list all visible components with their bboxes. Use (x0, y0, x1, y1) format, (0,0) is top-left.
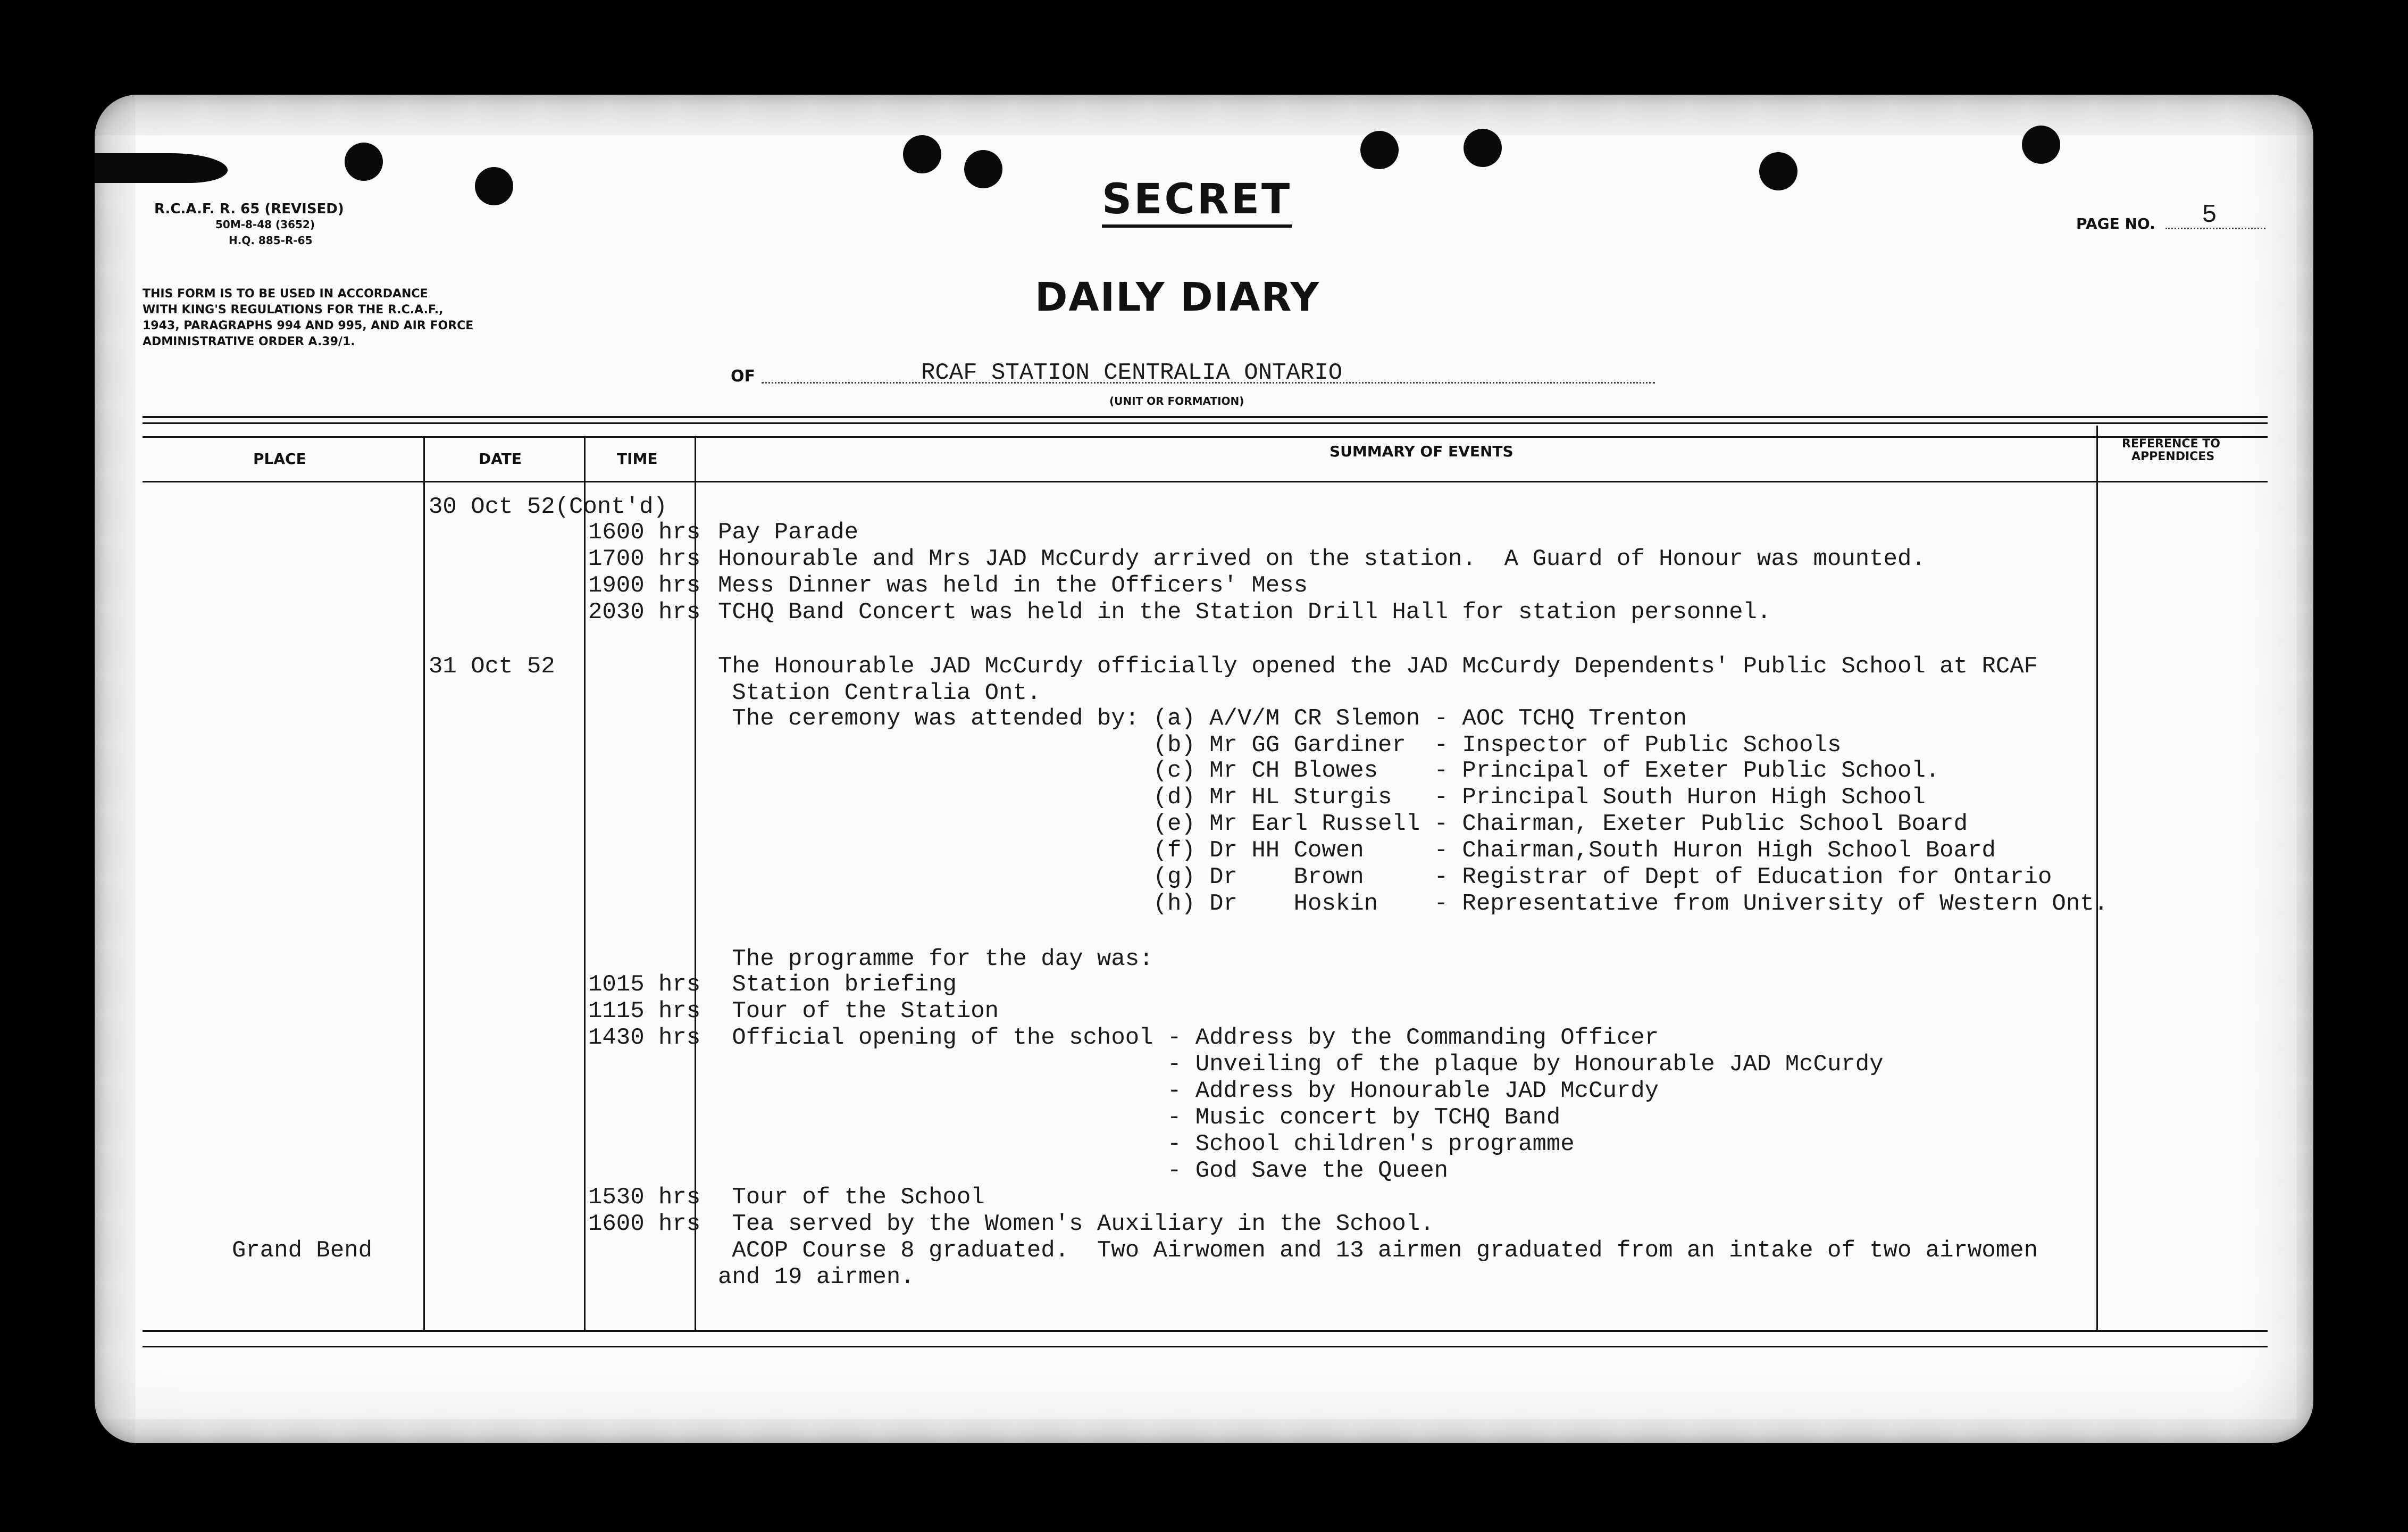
hq-reference: H.Q. 885-R-65 (229, 234, 313, 247)
entry-summary: ACOP Course 8 graduated. Two Airwomen and 13 airmen graduated from an intake of two airwomen (718, 1237, 2038, 1264)
entry-summary: Pay Parade (718, 519, 859, 546)
entry-time: 1115 hrs (588, 998, 701, 1025)
header-rule (143, 436, 2268, 438)
punch-hole (1759, 152, 1797, 190)
column-divider (584, 436, 586, 1332)
entry-summary: (d) Mr HL Sturgis - Principal South Huron High School (718, 784, 1926, 811)
entry-time: 2030 hrs (588, 599, 701, 626)
column-divider (2096, 426, 2098, 1332)
punch-hole (903, 135, 941, 173)
unit-name: RCAF STATION CENTRALIA ONTARIO (921, 360, 1343, 386)
form-instructions-line: ADMINISTRATIVE ORDER A.39/1. (143, 335, 355, 348)
entry-summary: Official opening of the school - Address by the Commanding Officer (718, 1025, 1659, 1051)
column-header-reference: APPENDICES (2131, 450, 2215, 463)
entry-summary: (e) Mr Earl Russell - Chairman, Exeter Public School Board (718, 811, 1968, 837)
punch-hole (964, 150, 1002, 188)
form-instructions-line: THIS FORM IS TO BE USED IN ACCORDANCE (143, 287, 428, 301)
entry-summary: Station Centralia Ont. (718, 680, 1041, 706)
page-number-label: PAGE NO. (2076, 215, 2155, 232)
form-instructions-line: 1943, PARAGRAPHS 994 AND 995, AND AIR FORCE (143, 319, 474, 332)
entry-summary: The Honourable JAD McCurdy officially opened the JAD McCurdy Dependents' Public School at RCAF (718, 653, 2038, 680)
unit-caption: (UNIT OR FORMATION) (1109, 395, 1244, 407)
entry-time: 1430 hrs (588, 1025, 701, 1051)
entry-summary: - Music concert by TCHQ Band (718, 1104, 1561, 1131)
entry-summary: and 19 airmen. (718, 1264, 915, 1290)
column-header-date: DATE (479, 450, 522, 468)
entry-summary: Tour of the Station (718, 998, 999, 1025)
entry-summary: Tour of the School (718, 1184, 985, 1211)
entry-summary: (h) Dr Hoskin - Representative from University of Western Ont. (718, 890, 2109, 917)
entry-time: 1900 hrs (588, 572, 701, 599)
punch-hole (1360, 131, 1399, 169)
entry-summary: The programme for the day was: (718, 946, 1153, 972)
entry-time: 1600 hrs (588, 519, 701, 546)
form-code: 50M-8-48 (3652) (215, 218, 315, 231)
entry-summary: (b) Mr GG Gardiner - Inspector of Public Schools (718, 732, 1842, 759)
column-header-summary: SUMMARY OF EVENTS (1330, 443, 1514, 460)
entry-time: 1600 hrs (588, 1211, 701, 1237)
of-label: OF (731, 367, 755, 386)
column-header-time: TIME (617, 450, 658, 468)
entry-summary: Honourable and Mrs JAD McCurdy arrived on the station. A Guard of Honour was mounted. (718, 546, 1926, 572)
entry-date: 30 Oct 52(Cont'd) (429, 494, 667, 520)
entry-summary: - Unveiling of the plaque by Honourable JAD McCurdy (718, 1051, 1884, 1078)
punch-hole (345, 143, 383, 181)
footer-rule (143, 1346, 2268, 1347)
entry-summary: (c) Mr CH Blowes - Principal of Exeter Public School. (718, 757, 1940, 784)
entry-summary: (f) Dr HH Cowen - Chairman,South Huron High School Board (718, 837, 1996, 864)
table-top-rule-2 (143, 422, 2268, 424)
classification-stamp: SECRET (1102, 176, 1292, 228)
header-bottom-rule (143, 481, 2268, 482)
page-title: DAILY DIARY (1035, 274, 1320, 320)
punch-hole (2022, 126, 2060, 164)
entry-summary: Tea served by the Women's Auxiliary in the School. (718, 1211, 1434, 1237)
tab-smudge (95, 153, 228, 183)
form-instructions-line: WITH KING'S REGULATIONS FOR THE R.C.A.F., (143, 303, 444, 317)
entry-summary: - God Save the Queen (718, 1158, 1449, 1184)
entry-time: 1530 hrs (588, 1184, 701, 1211)
entry-summary: TCHQ Band Concert was held in the Station Drill Hall for station personnel. (718, 599, 1771, 626)
table-top-rule (143, 416, 2268, 418)
entry-time: 1015 hrs (588, 971, 701, 998)
entry-time: 1700 hrs (588, 546, 701, 572)
entry-summary: - Address by Honourable JAD McCurdy (718, 1078, 1659, 1104)
column-header-reference: REFERENCE TO (2122, 437, 2220, 451)
entry-summary: (g) Dr Brown - Registrar of Dept of Education for Ontario (718, 864, 2052, 890)
entry-summary: The ceremony was attended by: (a) A/V/M CR Slemon - AOC TCHQ Trenton (718, 705, 1687, 732)
form-number: R.C.A.F. R. 65 (REVISED) (154, 201, 344, 217)
page-number: 5 (2202, 201, 2217, 230)
punch-hole (1464, 129, 1502, 167)
entry-summary: Station briefing (718, 971, 957, 998)
table-bottom-rule (143, 1330, 2268, 1332)
column-header-place: PLACE (253, 450, 306, 468)
column-divider (423, 436, 425, 1332)
entry-summary: - School children's programme (718, 1131, 1575, 1158)
entry-place: Grand Bend (232, 1237, 373, 1264)
entry-summary: Mess Dinner was held in the Officers' Mess (718, 572, 1308, 599)
punch-hole (475, 167, 513, 205)
entry-date: 31 Oct 52 (429, 653, 555, 680)
